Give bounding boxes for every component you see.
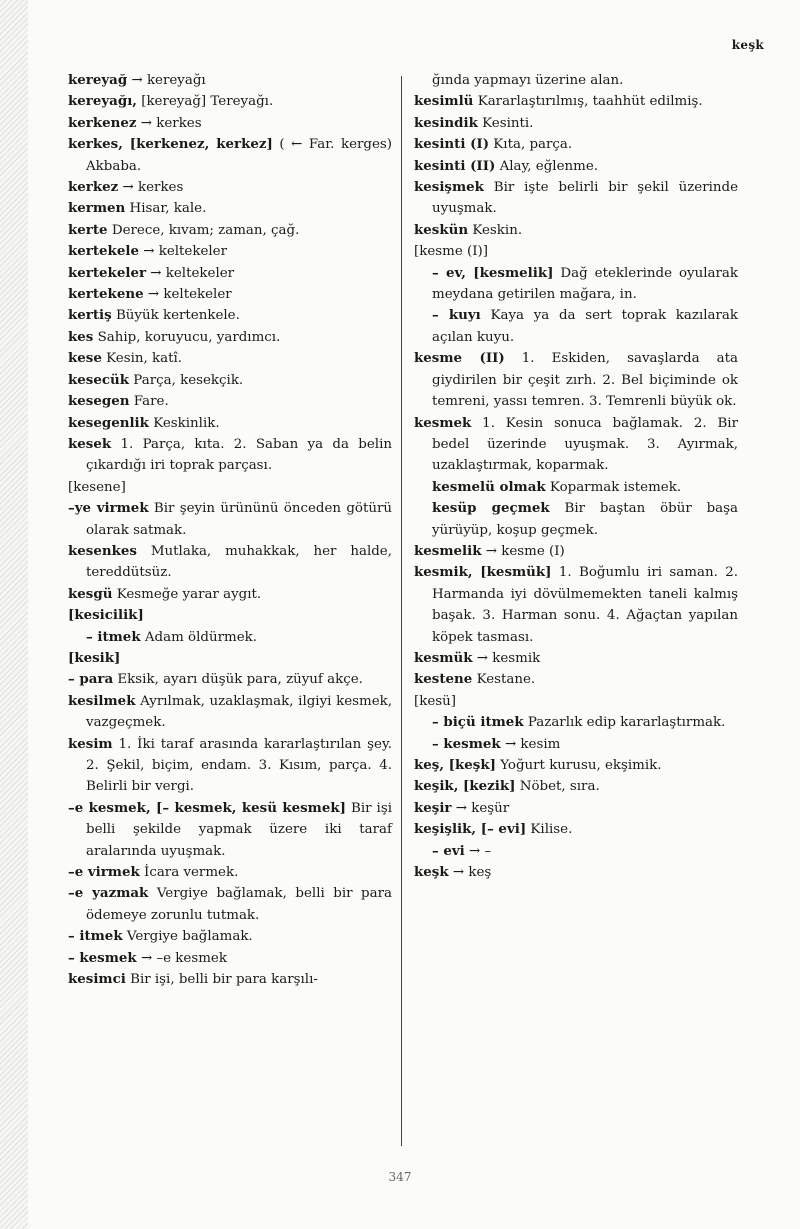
entry-definition: Bir işte belirli bir şekil üzerinde uyuşmak. xyxy=(432,180,738,217)
dictionary-entry xyxy=(414,413,738,477)
entry-definition: Dağ eteklerinde oyularak meydana getirilen mağara, in. xyxy=(432,265,738,303)
entry-headword: kesindik xyxy=(414,114,478,131)
entry-headword: kesimlü xyxy=(414,93,474,110)
dictionary-entry xyxy=(68,70,392,91)
dictionary-entry xyxy=(68,177,392,198)
dictionary-entry xyxy=(414,669,738,690)
dictionary-entry xyxy=(68,113,392,134)
dictionary-entry xyxy=(414,798,738,819)
dictionary-entry xyxy=(68,883,392,926)
dictionary-entry xyxy=(414,70,738,91)
entry-definition: 1. Eskiden, savaşlarda ata giydirilen bir çeşit zırh. 2. Bel biçiminde ok temreni, yassı temren. 3. Temrenli büyük ok. xyxy=(432,351,739,410)
entry-definition: Kaya ya da sert toprak kazılarak açılan kuyu. xyxy=(432,308,738,345)
entry-definition: Keskinlik. xyxy=(153,415,220,431)
entry-definition: → kesim xyxy=(504,736,561,752)
entry-headword: kesegenlik xyxy=(68,414,149,431)
entry-definition: Bir işi belli şekilde yapmak üzere iki taraf aralarında uyuşmak. xyxy=(86,800,392,859)
entry-headword: kereyağ xyxy=(68,72,128,88)
entry-headword: – evi xyxy=(432,842,465,859)
entry-definition: → kesmik xyxy=(476,650,541,666)
entry-definition: Sahip, koruyucu, yardımcı. xyxy=(97,329,281,345)
entry-headword: [kesicilik] xyxy=(68,607,144,624)
dictionary-entry xyxy=(414,776,738,797)
entry-definition: Pazarlık edip kararlaştırmak. xyxy=(527,715,726,731)
entry-definition: 1. İki taraf arasında kararlaştırılan şey. 2. Şekil, biçim, endam. 3. Kısım, parça. 4. Belirli bir vergi. xyxy=(86,736,392,795)
entry-definition: 1. Kesin sonuca bağlamak. 2. Bir bedel üzerinde uyuşmak. 3. Ayırmak, uzaklaştırmak, koparmak. xyxy=(432,415,738,474)
dictionary-entry xyxy=(414,348,738,412)
dictionary-entry xyxy=(414,305,738,348)
dictionary-entry xyxy=(68,669,392,690)
entry-definition: Fare. xyxy=(133,394,169,410)
dictionary-entry xyxy=(68,220,392,241)
dictionary-entry xyxy=(414,134,738,155)
entry-definition: → keltekeler xyxy=(147,287,232,303)
entry-headword: –ye virmek xyxy=(68,500,149,517)
dictionary-entry xyxy=(68,91,392,112)
dictionary-entry xyxy=(68,798,392,862)
entry-definition: [kereyağ] Tereyağı. xyxy=(141,94,274,110)
dictionary-entry xyxy=(68,434,392,477)
entry-headword: –e kesmek, [– kesmek, kesü kesmek] xyxy=(68,799,346,816)
entry-headword: kesecük xyxy=(68,371,130,388)
dictionary-entry xyxy=(414,177,738,220)
entry-headword: kesmelü olmak xyxy=(432,478,546,495)
page-number: 347 xyxy=(388,1170,412,1184)
dictionary-entry xyxy=(68,263,392,284)
entry-definition: Hisar, kale. xyxy=(129,201,207,217)
dictionary-entry xyxy=(414,734,738,755)
entry-definition: → keltekeler xyxy=(150,265,235,281)
entry-definition: → kereyağı xyxy=(131,73,206,88)
entry-definition: → kerkes xyxy=(122,180,184,196)
dictionary-entry xyxy=(414,113,738,134)
dictionary-entry xyxy=(414,498,738,541)
entry-definition: → kesme (I) xyxy=(485,543,565,559)
entry-headword: [kesik] xyxy=(68,649,121,666)
entry-headword: keskün xyxy=(414,221,469,238)
dictionary-entry xyxy=(68,370,392,391)
dictionary-entry xyxy=(68,948,392,969)
entry-definition: 1. Parça, kıta. 2. Saban ya da belin çıkardığı iri toprak parçası. xyxy=(86,436,392,474)
entry-definition: [kesü] xyxy=(414,693,456,709)
dictionary-entry xyxy=(68,413,392,434)
entry-headword: kesinti (I) xyxy=(414,136,490,153)
entry-definition: 1. Boğumlu iri saman. 2. Harmanda iyi dövülmemekten taneli kalmış başak. 3. Harman sonu. 4. Ağaçtan yapılan köpek tasması. xyxy=(432,565,738,645)
dictionary-entry xyxy=(68,605,392,626)
entry-headword: – ev, [kesmelik] xyxy=(432,264,554,281)
entry-headword: kesek xyxy=(68,435,112,452)
page-edge-shadow xyxy=(0,0,28,1229)
dictionary-entry xyxy=(68,862,392,883)
entry-headword: kesenkes xyxy=(68,542,137,559)
dictionary-entry xyxy=(68,284,392,305)
entry-headword: kesmük xyxy=(414,649,473,666)
entry-headword: keşişlik, [– evi] xyxy=(414,821,527,838)
entry-headword: kesme (II) xyxy=(414,350,505,367)
entry-definition: Yoğurt kurusu, ekşimik. xyxy=(500,758,662,773)
entry-definition: Kestane. xyxy=(476,672,536,688)
entry-definition: Kararlaştırılmış, taahhüt edilmiş. xyxy=(477,94,703,110)
dictionary-entry xyxy=(414,648,738,669)
entry-headword: kesilmek xyxy=(68,692,136,709)
entry-definition: Kıta, parça. xyxy=(493,137,573,153)
entry-definition: Eksik, ayarı düşük para, züyuf akçe. xyxy=(117,672,363,688)
dictionary-entry xyxy=(68,391,392,412)
left-column xyxy=(68,70,392,990)
dictionary-entry xyxy=(68,348,392,369)
dictionary-entry xyxy=(68,648,392,669)
entry-headword: kertekene xyxy=(68,286,144,303)
dictionary-entry xyxy=(414,712,738,733)
entry-headword: kerte xyxy=(68,221,108,238)
entry-headword: kertekeler xyxy=(68,264,147,281)
entry-headword: kestene xyxy=(414,671,473,688)
entry-headword: kertekele xyxy=(68,243,139,260)
dictionary-entry xyxy=(68,584,392,605)
entry-headword: kes xyxy=(68,328,94,345)
entry-headword: kese xyxy=(68,350,102,367)
entry-headword: kertiş xyxy=(68,307,112,324)
entry-headword: keşik, [kezik] xyxy=(414,778,516,795)
entry-definition: Kilise. xyxy=(530,822,573,838)
dictionary-entry xyxy=(414,241,738,262)
entry-headword: kesmek xyxy=(414,414,472,431)
entry-headword: kerkes, [kerkenez, kerkez] xyxy=(68,136,273,153)
dictionary-entry xyxy=(68,691,392,734)
right-column xyxy=(414,70,738,883)
entry-definition: Bir baştan öbür başa yürüyüp, koşup geçmek. xyxy=(432,501,738,538)
dictionary-entry xyxy=(68,134,392,177)
entry-headword: – kuyı xyxy=(432,307,481,324)
entry-headword: – kesmek xyxy=(432,735,501,752)
dictionary-entry xyxy=(414,819,738,840)
dictionary-entry xyxy=(414,841,738,862)
dictionary-entry xyxy=(68,926,392,947)
entry-definition: Kesinti. xyxy=(482,115,534,131)
dictionary-entry xyxy=(68,477,392,498)
entry-headword: kesmelik xyxy=(414,542,482,559)
entry-headword: keşir xyxy=(414,799,452,816)
dictionary-entry xyxy=(414,220,738,241)
entry-headword: –e virmek xyxy=(68,864,140,881)
entry-definition: İcara vermek. xyxy=(144,865,239,881)
entry-definition: Nöbet, sıra. xyxy=(519,779,600,795)
entry-headword: –e yazmak xyxy=(68,885,149,902)
entry-definition: Kesmeğe yarar aygıt. xyxy=(116,586,262,602)
entry-headword: – biçü itmek xyxy=(432,714,524,731)
entry-headword: kesgü xyxy=(68,585,113,602)
dictionary-entry xyxy=(414,755,738,776)
entry-definition: Vergiye bağlamak. xyxy=(126,929,253,945)
entry-definition: Parça, kesekçik. xyxy=(133,372,244,388)
entry-definition: → – xyxy=(469,843,492,859)
entry-definition: [kesene] xyxy=(68,479,126,495)
entry-headword: – para xyxy=(68,671,114,688)
dictionary-entry xyxy=(414,156,738,177)
entry-definition: → keltekeler xyxy=(143,244,227,260)
dictionary-entry xyxy=(414,263,738,306)
entry-definition: → keş xyxy=(452,865,492,881)
entry-definition: Bir işi, belli bir para karşılı- xyxy=(130,972,318,988)
entry-definition: Ayrılmak, uzaklaşmak, ilgiyi kesmek, vazgeçmek. xyxy=(86,693,392,731)
entry-headword: – itmek xyxy=(68,928,123,945)
running-head: keşk xyxy=(731,38,764,52)
dictionary-entry xyxy=(414,477,738,498)
entry-definition: Derece, kıvam; zaman, çağ. xyxy=(111,222,300,238)
entry-headword: kesmik, [kesmük] xyxy=(414,564,552,581)
entry-headword: kerkez xyxy=(68,179,119,196)
entry-definition: → keşür xyxy=(455,800,510,816)
dictionary-entry xyxy=(68,198,392,219)
entry-headword: kesüp geçmek xyxy=(432,500,550,517)
entry-definition: [kesme (I)] xyxy=(414,244,488,260)
entry-definition: → kerkes xyxy=(140,115,202,131)
entry-headword: kermen xyxy=(68,200,126,217)
entry-definition: Alay, eğlenme. xyxy=(499,158,599,174)
entry-headword: kerkenez xyxy=(68,114,137,131)
entry-definition: Adam öldürmek. xyxy=(144,629,257,645)
dictionary-entry xyxy=(68,327,392,348)
entry-definition: ( ← Far. kerges) Akbaba. xyxy=(86,137,392,174)
dictionary-entry xyxy=(414,541,738,562)
entry-headword: – kesmek xyxy=(68,949,137,966)
dictionary-entry xyxy=(414,562,738,648)
entry-headword: keş, [keşk] xyxy=(414,757,496,773)
dictionary-entry xyxy=(414,91,738,112)
entry-headword: – itmek xyxy=(86,628,141,645)
entry-headword: kesimci xyxy=(68,971,126,988)
dictionary-entry xyxy=(68,734,392,798)
entry-definition: Kesin, katî. xyxy=(106,351,183,367)
entry-headword: keşk xyxy=(414,864,449,881)
entry-headword: kesim xyxy=(68,735,113,752)
entry-definition: Vergiye bağlamak, belli bir para ödemeye zorunlu tutmak. xyxy=(86,886,392,923)
dictionary-entry xyxy=(68,305,392,326)
entry-definition: ğında yapmayı üzerine alan. xyxy=(432,73,624,88)
dictionary-entry xyxy=(68,241,392,262)
entry-definition: Büyük kertenkele. xyxy=(115,308,240,324)
entry-headword: kesinti (II) xyxy=(414,157,496,174)
entry-definition: Koparmak istemek. xyxy=(549,479,682,495)
column-divider xyxy=(401,76,402,1146)
entry-headword: kesegen xyxy=(68,393,130,410)
entry-definition: Bir şeyin ürününü önceden götürü olarak satmak. xyxy=(86,501,392,538)
dictionary-entry xyxy=(68,498,392,541)
dictionary-entry xyxy=(68,541,392,584)
dictionary-entry xyxy=(68,969,392,990)
entry-headword: kesişmek xyxy=(414,179,484,196)
entry-definition: Keskin. xyxy=(472,222,523,238)
dictionary-entry xyxy=(414,691,738,712)
dictionary-entry xyxy=(68,627,392,648)
entry-definition: → –e kesmek xyxy=(140,950,227,966)
entry-headword: kereyağı, xyxy=(68,93,137,110)
entry-definition: Mutlaka, muhakkak, her halde, tereddütsüz. xyxy=(86,543,392,581)
dictionary-entry xyxy=(414,862,738,883)
